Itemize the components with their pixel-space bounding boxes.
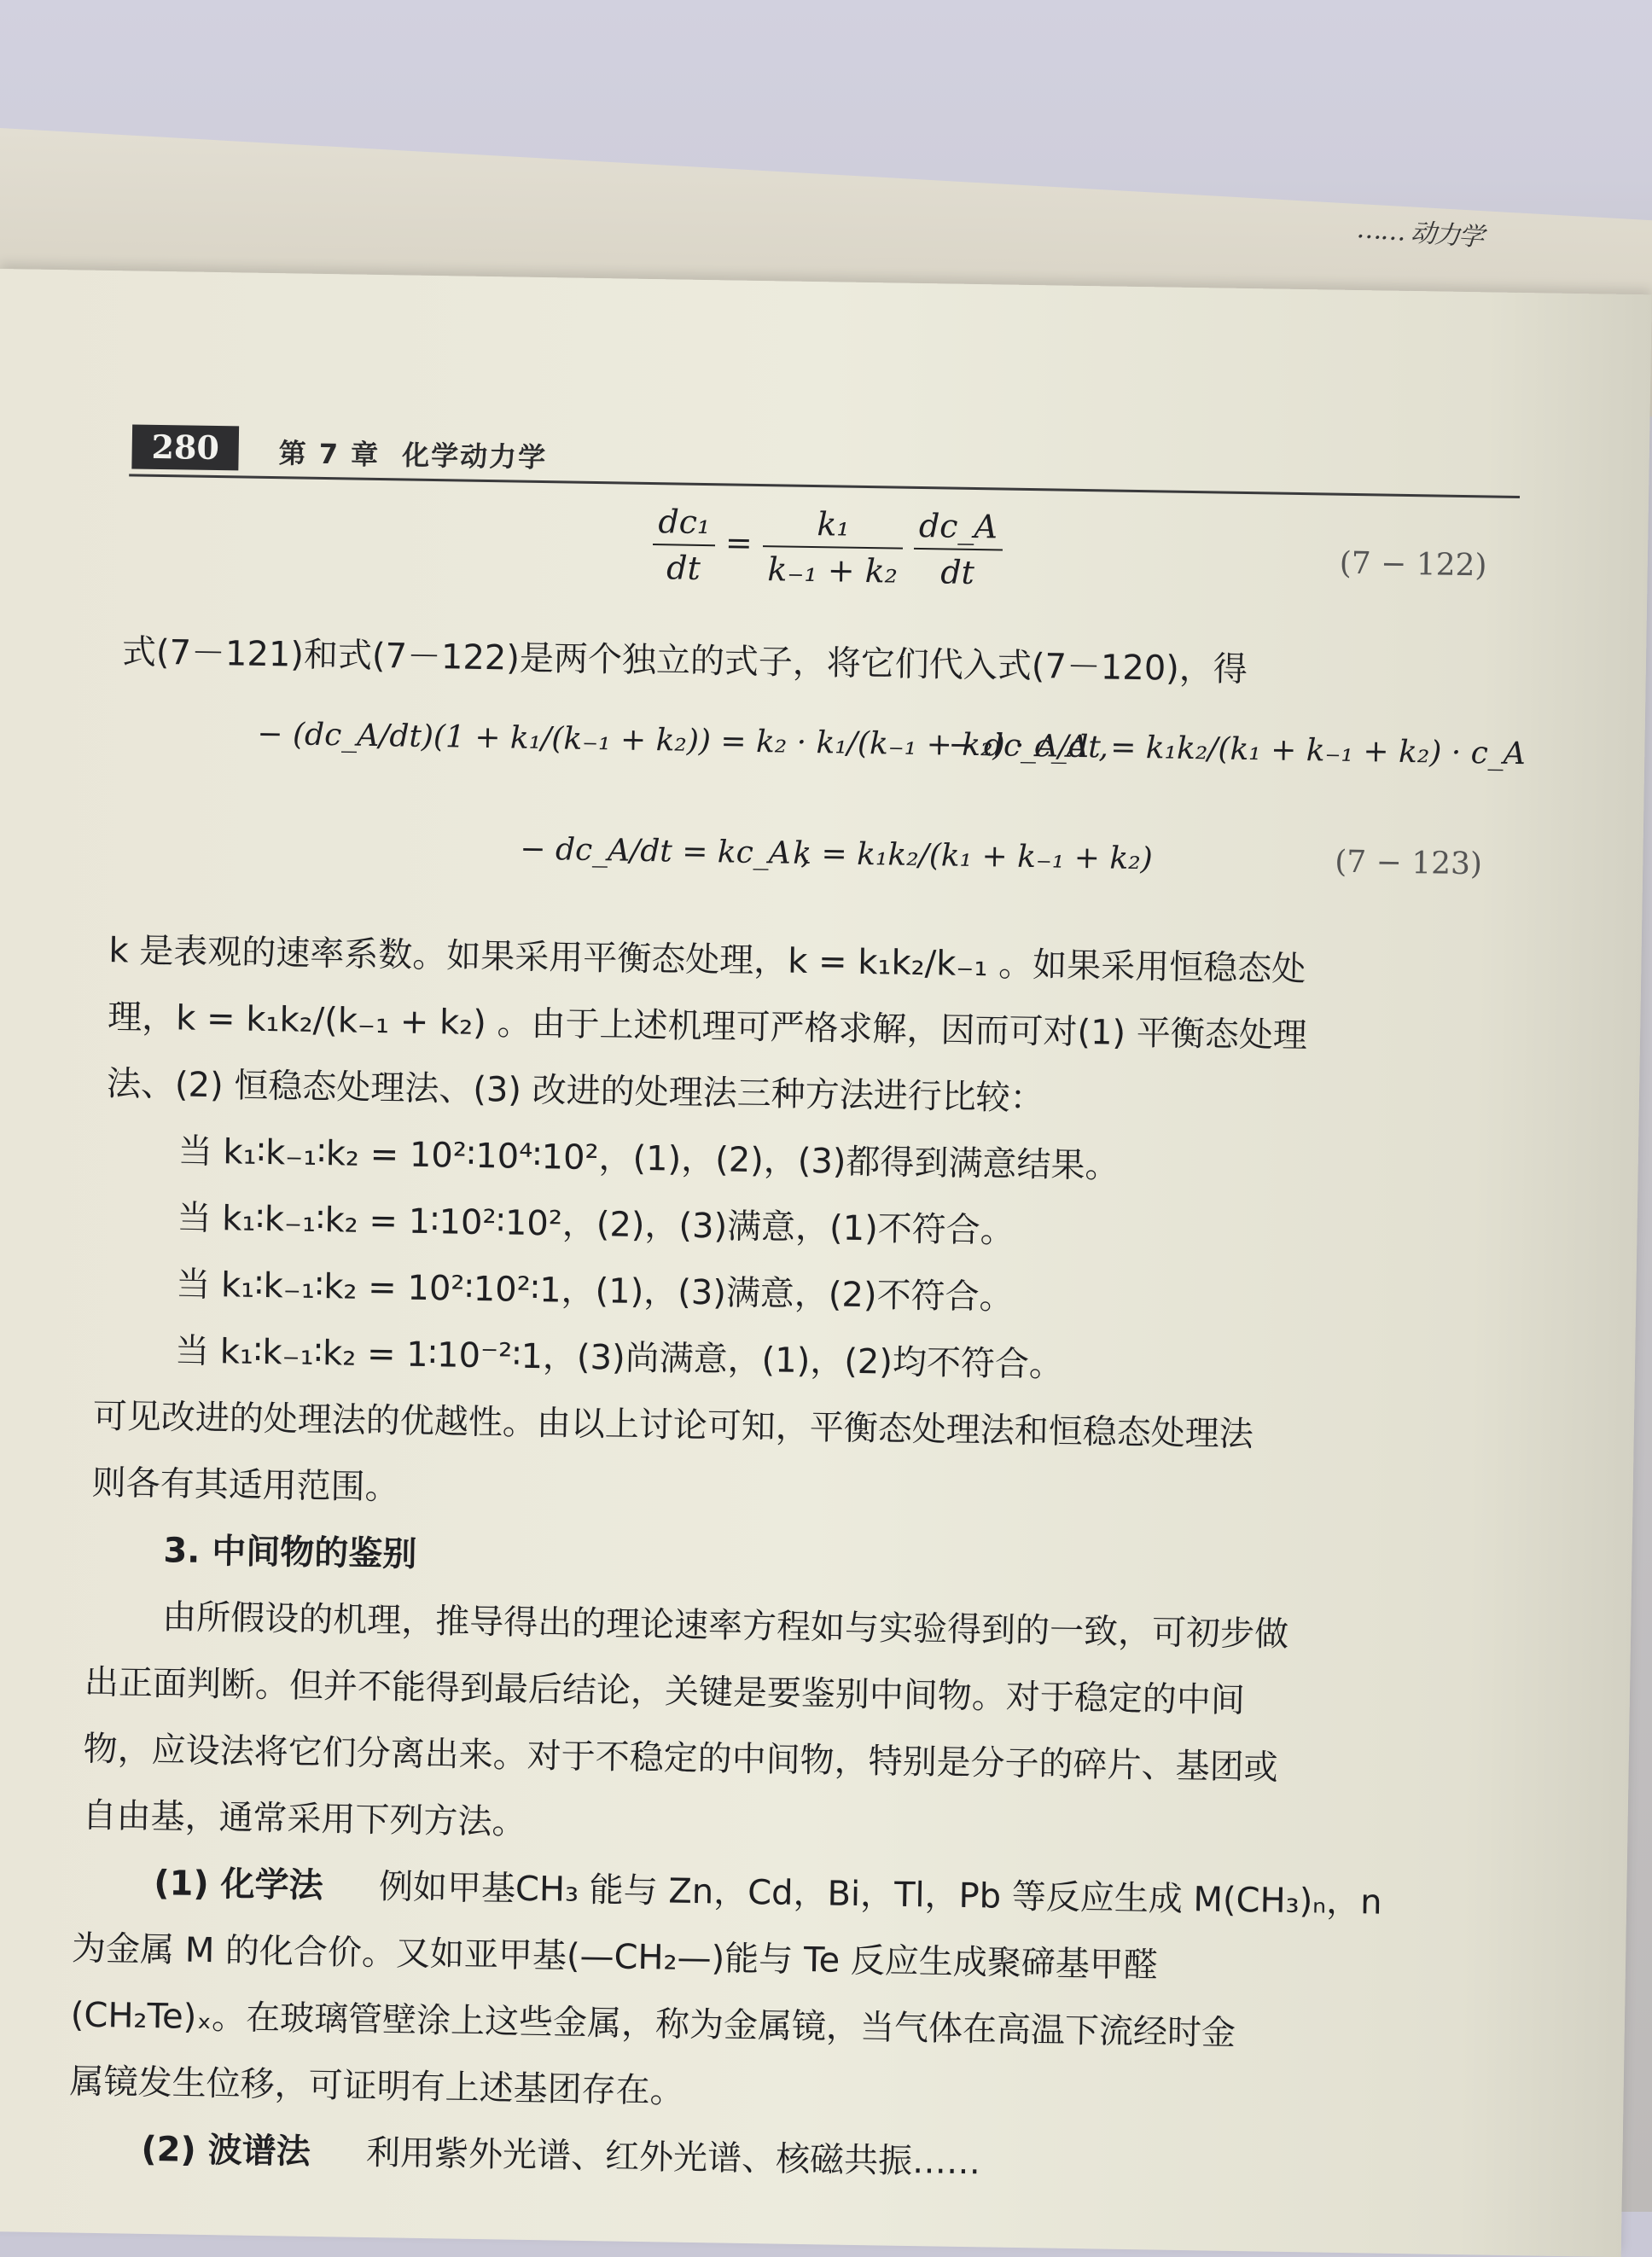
running-header bbox=[278, 432, 547, 475]
case-line: 当 k₁∶k₋₁∶k₂ = 10²∶10²∶1，(1)，(3)满意，(2)不符合。 bbox=[175, 1265, 1014, 1318]
page-number: 280 bbox=[131, 424, 239, 470]
case-line: 当 k₁∶k₋₁∶k₂ = 10²∶10⁴∶10²，(1)，(2)，(3)都得到满意结果。 bbox=[177, 1131, 1120, 1186]
section-heading: 3. 中间物的鉴别 bbox=[163, 1531, 417, 1574]
paragraph-line: 可见改进的处理法的优越性。由以上讨论可知，平衡态处理法和恒稳态处理法 bbox=[92, 1396, 1254, 1455]
paragraph-line: 理，k = k₁k₂/(k₋₁ + k₂) 。由于上述机理可严格求解，因而可对(1) 平衡态处理 bbox=[107, 998, 1308, 1056]
chapter-title: 化学动力学 bbox=[401, 439, 548, 474]
equation-7-123-k: k = k₁k₂/(k₁ + k₋₁ + k₂) bbox=[793, 835, 1154, 877]
fraction-dc1-dt: $\frac{\text{dc₁}}{dt}$ bbox=[652, 503, 715, 587]
subsection-spectral-method bbox=[141, 2126, 980, 2185]
paragraph-line: 属镜发生位移，可证明有上述基团存在。 bbox=[69, 2062, 684, 2111]
subsection-text: 例如甲基CH₃ 能与 Zn，Cd，Bi，Tl，Pb 等反应生成 M(CH₃)ₙ，n bbox=[378, 1867, 1382, 1923]
equation-number-7-123: (7 − 123) bbox=[1334, 844, 1483, 882]
paragraph-line: 由所假设的机理，推导得出的理论速率方程如与实验得到的一致，可初步做 bbox=[161, 1597, 1289, 1655]
paragraph-line: 自由基，通常采用下列方法。 bbox=[82, 1795, 526, 1842]
header-rule bbox=[129, 474, 1520, 498]
paragraph-line: 为金属 M 的化合价。又如亚甲基(—CH₂—)能与 Te 反应生成聚碲基甲醛 bbox=[71, 1928, 1159, 1986]
subsection-label: (2) 波谱法 bbox=[141, 2129, 311, 2172]
chapter-number: 第 7 章 bbox=[278, 437, 381, 472]
text-line: 式(7－121)和式(7－122)是两个独立的式子，将它们代入式(7－120)，得 bbox=[121, 632, 1248, 690]
paragraph-line: (CH₂Te)ₓ。在玻璃管壁涂上这些金属，称为金属镜，当气体在高温下流经时金 bbox=[70, 1995, 1236, 2053]
previous-page-text: …… 动力学 bbox=[1355, 213, 1484, 253]
fraction-dcA-dt: $\frac{dc\_A}{dt}$ bbox=[913, 507, 1003, 592]
paragraph-line: k 是表观的速率系数。如果采用平衡态处理，k = k₁k₂/k₋₁ 。如果采用恒稳态处 bbox=[108, 931, 1306, 990]
fraction-k1-ratio: $\frac{\text{k₁}}{\text{k₋₁ + k₂}}$ bbox=[762, 504, 904, 590]
equation-combined-left: − (dc_A/dt)(1 + k₁/(k₋₁ + k₂)) = k₂ · k₁/(k₋₁ + k₂) · c_A , bbox=[257, 716, 1109, 765]
subsection-label: (1) 化学法 bbox=[153, 1864, 323, 1906]
equation-combined-right: − dc_A/dt = k₁k₂/(k₁ + k₋₁ + k₂) · c_A bbox=[948, 727, 1527, 772]
subsection-chemical-method bbox=[154, 1860, 1382, 1926]
equation-7-122: $\frac{\text{dc₁}}{dt}$ = $\frac{\text{k₁}}{\text{k₋₁ + k₂}}$ $\frac{dc\_A}{dt}$ bbox=[652, 503, 1003, 591]
case-line: 当 k₁∶k₋₁∶k₂ = 1∶10²∶10²，(2)，(3)满意，(1)不符合。 bbox=[177, 1198, 1015, 1251]
paragraph-line: 则各有其适用范围。 bbox=[91, 1463, 399, 1508]
paragraph-line: 物，应设法将它们分离出来。对于不稳定的中间物，特别是分子的碎片、基团或 bbox=[83, 1729, 1278, 1788]
book-page bbox=[0, 269, 1652, 2257]
case-line: 当 k₁∶k₋₁∶k₂ = 1∶10⁻²∶1，(3)尚满意，(1)，(2)均不符合。 bbox=[174, 1331, 1064, 1385]
equation-7-123-lhs: − dc_A/dt = kc_A , bbox=[520, 831, 811, 871]
paragraph-line: 法、(2) 恒稳态处理法、(3) 改进的处理法三种方法进行比较： bbox=[106, 1064, 1044, 1119]
equation-number-7-122: (7 − 122) bbox=[1339, 545, 1487, 584]
subsection-text: 利用紫外光谱、红外光谱、核磁共振…… bbox=[365, 2133, 981, 2183]
paragraph-line: 出正面判断。但并不能得到最后结论，关键是要鉴别中间物。对于稳定的中间 bbox=[84, 1662, 1246, 1721]
